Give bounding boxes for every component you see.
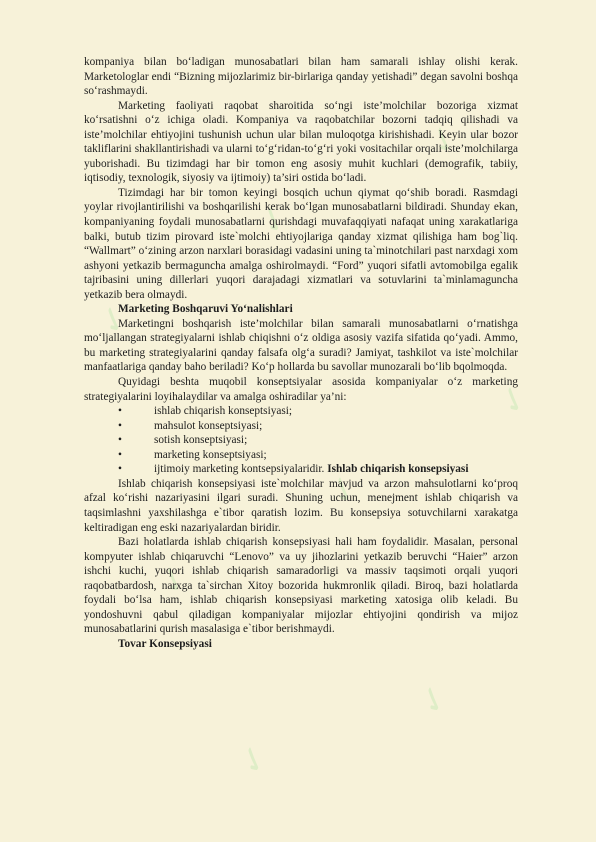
watermark-mark: ✓ xyxy=(489,377,539,423)
watermark-mark: ✓ xyxy=(89,297,139,343)
bullet-icon: • xyxy=(118,405,122,418)
bullet-icon: • xyxy=(118,434,122,447)
list-item: • sotish konseptsiyasi; xyxy=(118,434,248,447)
watermark-mark: ✓ xyxy=(249,197,299,243)
bullet-icon: • xyxy=(118,448,122,461)
list-item: • ishlab chiqarish konseptsiyasi; xyxy=(118,405,293,418)
paragraph-5: Quyidagi beshta muqobil konseptsiyalar asosida kompaniyalar o‘z marketing strategiyalarini loyihalaydilar va amalga oshiradilar ya’ni: xyxy=(84,376,518,403)
watermark-mark: ✓ xyxy=(409,677,459,723)
paragraph-4: Marketingni boshqarish iste’molchilar bilan samarali munosabatlarni o‘rnatishga mo‘ljallangan strategiyalarni ishlab chiqishni o‘z oldiga asosiy vazifa sifatida qo‘yadi. Ammo, bu marketing strategiyalarini qanday falsafa olg‘a suradi? Jamiyat, tashkilot va iste`molchilar manfaatlariga qanday baho beriladi? Ko‘p hollarda bu savollar munozarali bo‘lib bqolmoqda. xyxy=(84,317,518,374)
section-heading-marketing-management: Marketing Boshqaruvi Yo‘nalishlari xyxy=(118,303,293,316)
list-item: • marketing konseptsiyasi; xyxy=(118,448,267,461)
watermark-mark: ✓ xyxy=(319,467,369,513)
paragraph-7: Bazi holatlarda ishlab chiqarish konsepsiyasi hali ham foydalidir. Masalan, personal kompyuter ishlab chiqaruvchi “Lenovo” va uy jihozlarini yetkazib beruvchi “Haier” arzon ishchi kuchi, yuqori ishlab chiqarish samaradorligi va massiv taqsimoti orqali yuqori raqobatbardosh, narxga ta`sirchan Xitoy bozorida hukmronlik qiladi. Biroq, bazi holatlarda foydali bo‘lsa ham, ishlab chiqarish konsepsiyasi marketing xatosiga olib keladi. Bu yondoshuvni qabul qiladigan kompaniyalar mijozlar ehtiyojini qondirish va mijoz munosabatlarini qurish masalasiga e`tibor berishmaydi. xyxy=(84,536,518,636)
concepts-list xyxy=(84,404,518,477)
watermark-mark: ✓ xyxy=(149,557,199,603)
watermark-mark: ✓ xyxy=(419,117,469,163)
inline-heading-production-concept: Ishlab chiqarish konsepsiyasi xyxy=(327,463,469,476)
watermark-mark: ✓ xyxy=(229,737,279,783)
paragraph-6: Ishlab chiqarish konsepsiyasi iste`molchilar mavjud va arzon mahsulotlarni ko‘proq afzal ko‘rishi nazariyasini ilgari suradi. Shuning uchun, menejment ishlab chiqarish va taqsimlashni yaxshilashga e`tibor qaratish lozim. Bu konsepsiya sotuvchilarni xarakatga keltiradigan eng eski nazariyalardan biridir. xyxy=(84,477,518,534)
section-heading-product-concept: Tovar Konsepsiyasi xyxy=(118,637,212,650)
paragraph-1: kompaniya bilan bo‘ladigan munosabatlari bilan ham samarali ishlay olishi kerak. Marketologlar endi “Bizning mijozlarimiz bir-birlariga qanday yetishadi” degan savolni boshqa so‘rashmaydi. xyxy=(84,56,518,98)
bullet-icon: • xyxy=(118,419,122,432)
list-item: • mahsulot konseptsiyasi; xyxy=(118,419,263,432)
bullet-icon: • xyxy=(118,463,122,476)
list-item: • ijtimoiy marketing kontsepsiyalaridir. Ishlab chiqarish konsepsiyasi xyxy=(118,463,469,476)
paragraph-3: Tizimdagi har bir tomon keyingi bosqich uchun qiymat qo‘shib boradi. Rasmdagi yoylar rivojlantirilishi va boshqarilishi kerak bo‘lgan munosabatlarni bildiradi. Shunday ekan, kompaniyaning foydali munosabatlarni qurishdagi muvafaqqiyati nafaqat uning xarakatlariga balki, butub tizim pirovard iste`molchi ehtiyojlariga qanday xizmat qilishiga ham bog`liq. “Wallmart” o‘zining arzon narxlari borasidagi vadasini uning ta`minotchilari past narxdagi xom ashyoni yetkazib bermaguncha amalga oshirolmaydi. “Ford” yuqori sifatli avtomobilga egalik tajribasini uning dillerlari yuqori darajadagi xizmatlari va sotuvlarini ta`minlamaguncha yetkazib bera olmaydi. xyxy=(84,186,518,301)
document-page xyxy=(84,55,518,651)
paragraph-2: Marketing faoliyati raqobat sharoitida so‘ngi iste’molchilar bozoriga xizmat ko‘rsatishni o‘z ichiga oladi. Kompaniya va raqobatchilar bozorni tadqiq qilishadi va iste’molchilar ehtiyojini tushunish uchun ular bilan muloqotga kirishishadi. Keyin ular bozor takliflarini shakllantirishadi va ularni to‘g‘ridan-to‘g‘ri yoki vositachilar orqali iste’molchilarga yuborishadi. Bu tizimdagi har bir tomon eng asosiy muhit kuchlari (demografik, tabiiy, iqtisodiy, texnologik, siyosiy va ijtimoiy) ta’siri ostida bo‘ladi. xyxy=(84,99,518,185)
